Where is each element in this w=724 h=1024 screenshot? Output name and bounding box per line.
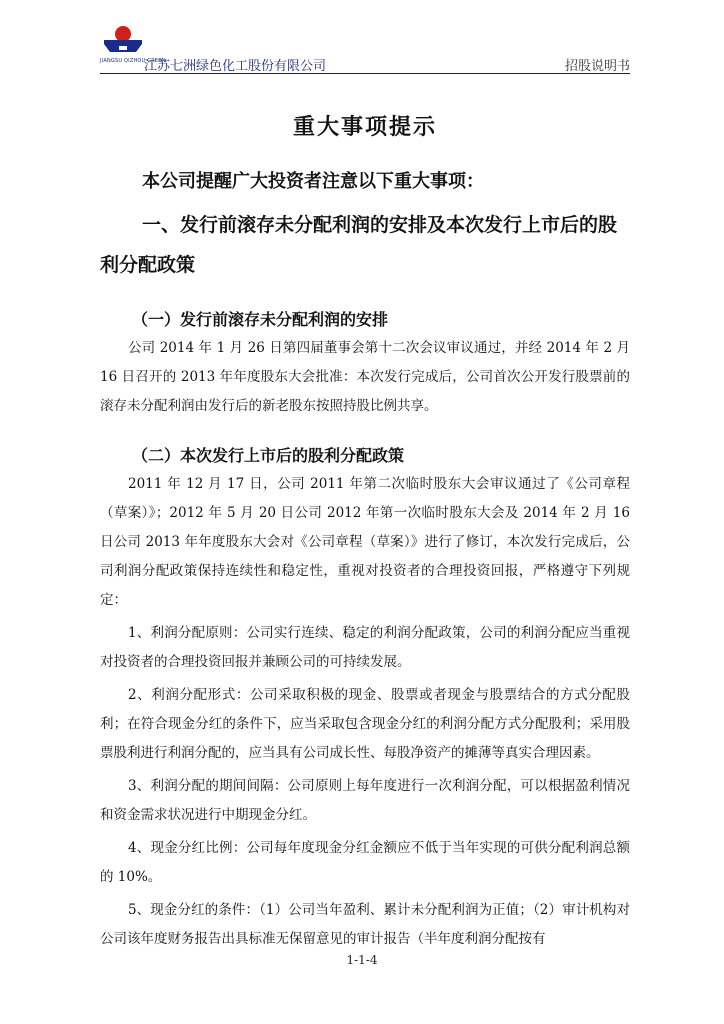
page-title: 重大事项提示	[292, 115, 437, 140]
page-header	[100, 22, 630, 72]
document-body	[100, 96, 630, 954]
subsection-heading-1: （一）发行前滚存未分配利润的安排	[132, 310, 389, 329]
company-name: 江苏七洲绿色化工股份有限公司	[144, 59, 327, 74]
rule-item-5: 5、现金分红的条件：（1）公司当年盈利、累计未分配利润为正值；（2）审计机构对公司该年度财务报告出具标准无保留意见的审计报告（半年度利润分配按有	[100, 902, 630, 947]
rule-item-2: 2、利润分配形式：公司采取积极的现金、股票或者现金与股票结合的方式分配股利；在符合现金分红的条件下，应当采取包含现金分红的利润分配方式分配股利；采用股票股利进行利润分配的，应当具有公司成长性、每股净资产的摊薄等真实合理因素。	[100, 687, 630, 761]
document-type: 招股说明书	[564, 59, 630, 74]
intro-statement: 本公司提醒广大投资者注意以下重大事项：	[142, 171, 484, 192]
page-number: 1-1-4	[346, 953, 378, 967]
section-heading-1: 一、发行前滚存未分配利润的安排及本次发行上市后的股利分配政策	[100, 214, 618, 276]
paragraph-undistributed-profit: 公司 2014 年 1 月 26 日第四届董事会第十二次会议审议通过，并经 2014 年 2 月 16 日召开的 2013 年年度股东大会批准：本次发行完成后，公司首次公开发行股票前的滚存未分配利润由发行后的新老股东按照持股比例共享。	[100, 340, 630, 414]
rule-item-4: 4、现金分红比例：公司每年度现金分红金额应不低于当年实现的可供分配利润总额的 10%。	[100, 840, 630, 885]
header-divider	[100, 73, 630, 74]
logo-subtext: JIANGSU QIZHOU GREEN	[100, 58, 166, 64]
rule-item-3: 3、利润分配的期间间隔：公司原则上每年度进行一次利润分配，可以根据盈利情况和资金需求状况进行中期现金分红。	[100, 778, 630, 823]
paragraph-dividend-policy: 2011 年 12 月 17 日，公司 2011 年第二次临时股东大会审议通过了《公司章程（草案）》；2012 年 5 月 20 日公司 2012 年第一次临时股东大会及 2014 年 2 月 16 日公司 2013 年年度股东大会对《公司章程（草案）》进行了修订，本次发行完成后，公司利润分配政策保持连续性和稳定性，重视对投资者的合理投资回报，严格遵守下列规定：	[100, 476, 630, 608]
rule-item-1: 1、利润分配原则：公司实行连续、稳定的利润分配政策，公司的利润分配应当重视对投资者的合理投资回报并兼顾公司的可持续发展。	[100, 625, 630, 670]
subsection-heading-2: （二）本次发行上市后的股利分配政策	[132, 446, 405, 465]
